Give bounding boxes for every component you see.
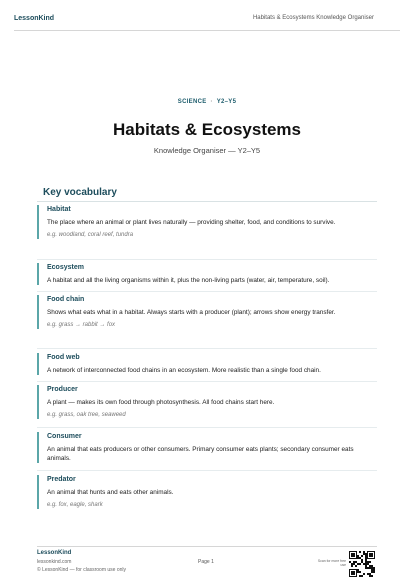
item-divider — [37, 427, 377, 428]
footer-brand: LessonKind — [37, 550, 72, 556]
vocab-term: Food web — [47, 354, 80, 361]
footer-divider — [37, 546, 377, 547]
eyebrow-separator: · — [210, 99, 213, 105]
vocab-definition: An animal that eats producers or other consumers. Primary consumer eats plants; secondary consumer eats animals. — [47, 446, 354, 462]
vocab-term: Food chain — [47, 296, 85, 303]
subject-label: SCIENCE — [177, 99, 207, 105]
subject-eyebrow — [0, 99, 414, 105]
page-number: Page 1 — [198, 559, 214, 565]
footer-copyright: © LessonKind — for classroom use only — [37, 567, 127, 573]
item-divider — [37, 291, 377, 292]
vocab-term: Habitat — [47, 206, 71, 213]
year-range: Y2–Y5 — [216, 99, 237, 105]
vocab-item-predator — [37, 475, 377, 509]
section-heading-vocabulary: Key vocabulary — [43, 187, 117, 198]
vocab-item-food-chain — [37, 295, 377, 329]
qr-code-icon — [349, 551, 375, 577]
page-subtitle: Knowledge Organiser — Y2–Y5 — [153, 146, 261, 155]
vocab-example: e.g. woodland, coral reef, tundra — [47, 232, 134, 238]
vocab-item-ecosystem — [37, 263, 377, 285]
header-doc-title: Habitats & Ecosystems Knowledge Organiser — [252, 15, 374, 21]
vocab-example: e.g. grass, oak tree, seaweed — [47, 412, 126, 418]
section-divider — [37, 201, 377, 202]
vocab-term: Producer — [47, 386, 78, 393]
qr-code-graphic — [349, 551, 375, 577]
item-divider — [37, 348, 377, 349]
item-divider — [37, 470, 377, 471]
item-divider — [37, 259, 377, 260]
qr-caption: Scan for more free use — [317, 559, 346, 567]
page-title: Habitats & Ecosystems — [112, 120, 302, 139]
vocab-term: Consumer — [47, 433, 82, 440]
vocab-definition: The place where an animal or plant lives naturally — providing shelter, food, and conditions to survive. — [47, 219, 336, 226]
vocab-definition: A habitat and all the living organisms within it, plus the non-living parts (water, air, temperature, soil). — [47, 277, 330, 284]
vocab-definition: A network of interconnected food chains in an ecosystem. More realistic than a single food chain. — [47, 367, 321, 374]
vocab-item-producer — [37, 385, 377, 419]
vocab-item-consumer — [37, 432, 377, 463]
vocab-item-food-web — [37, 353, 377, 375]
footer-site-link[interactable]: lessonkind.com — [37, 559, 72, 565]
vocab-definition: Shows what eats what in a habitat. Always starts with a producer (plant); arrows show energy transfer. — [47, 309, 336, 316]
vocab-term: Predator — [47, 476, 76, 483]
vocab-definition: An animal that hunts and eats other animals. — [47, 489, 174, 496]
header-divider — [14, 30, 400, 31]
item-divider — [37, 381, 377, 382]
page-header — [0, 0, 414, 32]
vocab-definition: A plant — makes its own food through photosynthesis. All food chains start here. — [47, 399, 275, 406]
vocab-item-habitat — [37, 205, 377, 239]
vocab-example: e.g. grass → rabbit → fox — [47, 322, 116, 328]
vocab-example: e.g. fox, eagle, shark — [47, 502, 103, 508]
vocab-term: Ecosystem — [47, 264, 84, 271]
header-brand: LessonKind — [14, 15, 55, 22]
